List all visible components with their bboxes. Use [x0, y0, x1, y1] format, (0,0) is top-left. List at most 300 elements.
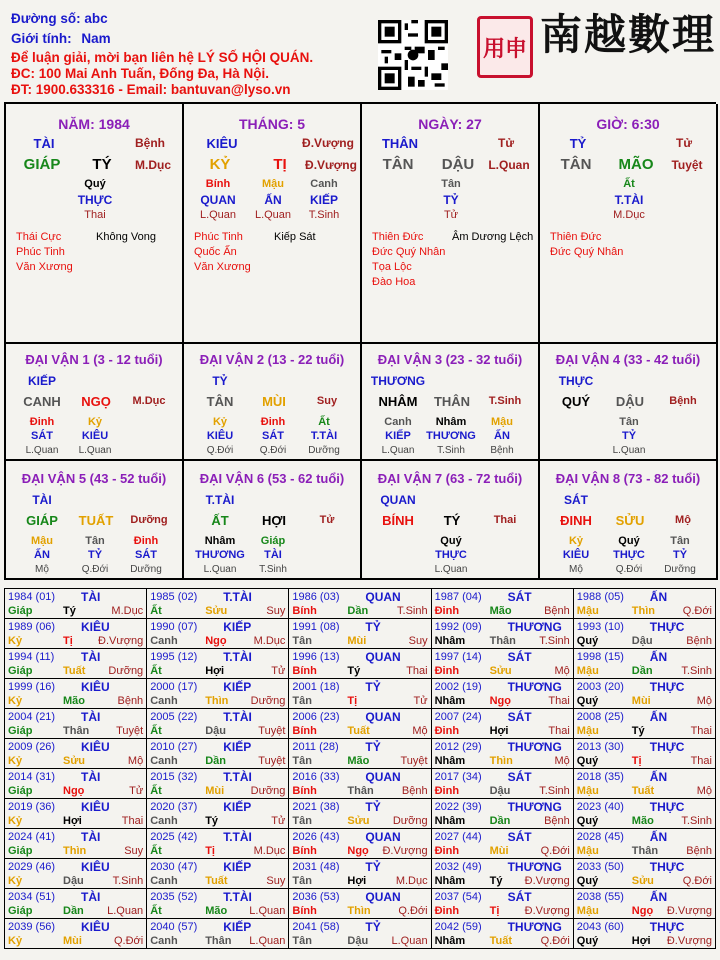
year-tt: Q.Đới — [540, 845, 570, 857]
annual-year-cell[interactable] — [432, 619, 574, 649]
year-star: TỶ — [365, 680, 381, 694]
year-star: ẤN — [649, 710, 668, 724]
dv-hidden-tt: Dưỡng — [130, 564, 162, 575]
pillar-top-tt: Đ.Vượng — [302, 136, 354, 150]
annual-year-cell[interactable] — [432, 649, 574, 679]
year-label: 2034 (51) — [8, 891, 56, 903]
dai-van-can: BÍNH — [382, 513, 414, 528]
dv-hidden-can: Ất — [318, 416, 330, 428]
annual-year-cell[interactable] — [574, 589, 716, 619]
special-star: Văn Xương — [194, 261, 251, 273]
annual-year-cell[interactable] — [289, 619, 431, 649]
dv-hidden-tt: L.Quan — [434, 564, 468, 575]
annual-year-cell[interactable] — [574, 739, 716, 769]
annual-year-cell[interactable] — [574, 679, 716, 709]
dai-van-chi: THÂN — [433, 394, 471, 409]
qr-code-icon[interactable] — [378, 20, 448, 90]
year-chi: Thân — [631, 845, 659, 857]
annual-year-cell[interactable] — [574, 619, 716, 649]
year-can: Bính — [292, 665, 317, 677]
dv-hidden-can: Kỷ — [87, 416, 103, 428]
year-can: Kỷ — [8, 875, 23, 887]
dai-van-tt: T.Sinh — [488, 395, 522, 407]
annual-year-cell[interactable] — [432, 709, 574, 739]
annual-year-cell[interactable] — [289, 679, 431, 709]
dai-van-top-star: SÁT — [564, 493, 588, 507]
gender-row — [11, 30, 111, 47]
year-tt: Đ.Vượng — [524, 905, 570, 917]
dai-van-top-star: THƯƠNG — [370, 374, 426, 388]
year-can: Bính — [292, 605, 317, 617]
year-label: 1987 (04) — [434, 591, 482, 603]
year-chi: Ngọ — [631, 905, 654, 917]
dai-van-title: ĐẠI VẬN 2 (13 - 22 tuổi) — [199, 352, 345, 367]
year-can: Bính — [292, 845, 317, 857]
pillar-title: THÁNG: 5 — [238, 116, 306, 132]
dai-van-can: CANH — [23, 394, 61, 409]
year-chi: Hợi — [205, 665, 225, 677]
annual-year-cell[interactable] — [147, 889, 289, 919]
seal-stamp — [477, 16, 533, 78]
annual-year-cell[interactable] — [289, 589, 431, 619]
year-star: THỰC — [649, 920, 685, 934]
year-star: T.TÀI — [223, 830, 252, 844]
year-can: Kỷ — [8, 935, 23, 947]
annual-year-cell[interactable] — [289, 769, 431, 799]
year-chi: Thân — [205, 935, 232, 947]
year-tt: Dưỡng — [392, 815, 428, 827]
year-chi: Thìn — [347, 905, 371, 917]
dai-van-title: ĐẠI VẬN 6 (53 - 62 tuổi) — [199, 471, 345, 486]
dai-van-title: ĐẠI VẬN 5 (43 - 52 tuổi) — [21, 471, 167, 486]
pillar-top-tt: Tử — [497, 136, 515, 150]
pillar-top-tt: Bệnh — [135, 136, 165, 150]
year-can: Quý — [576, 875, 599, 887]
annual-year-cell[interactable] — [432, 919, 574, 949]
dai-van-box[interactable] — [6, 461, 184, 580]
dv-hidden-can: Quý — [440, 535, 462, 547]
year-tt: Q.Đới — [540, 935, 570, 947]
year-chi: Dần — [489, 815, 511, 827]
pillar-can: TÂN — [382, 156, 414, 173]
year-chi: Tý — [489, 875, 503, 887]
year-star: KIÊU — [81, 860, 110, 874]
annual-year-cell[interactable] — [432, 769, 574, 799]
year-can: Giáp — [8, 605, 33, 617]
year-can: Đinh — [434, 785, 460, 797]
year-label: 2013 (30) — [576, 741, 624, 753]
year-star: TÀI — [81, 710, 101, 724]
year-label: 2028 (45) — [576, 831, 624, 843]
year-can: Mậu — [576, 785, 599, 797]
dv-hidden-god: SÁT — [135, 549, 157, 561]
year-label: 1986 (03) — [292, 591, 340, 603]
year-label: 2037 (54) — [434, 891, 482, 903]
hidden-can: Mậu — [262, 178, 284, 190]
year-chi: Sửu — [347, 815, 370, 827]
year-label: 2021 (38) — [292, 801, 340, 813]
year-star: TÀI — [81, 890, 101, 904]
dv-hidden-tt: Q.Đới — [259, 445, 287, 456]
year-star: SÁT — [507, 890, 532, 904]
annual-year-cell[interactable] — [5, 859, 147, 889]
phone-email-line: ĐT: 1900.633316 - Email: bantuvan@lyso.vn — [11, 82, 291, 97]
year-chi: Thìn — [205, 695, 229, 707]
year-chi: Dậu — [489, 785, 511, 797]
year-chi: Thìn — [631, 605, 656, 617]
year-chi: Hợi — [631, 935, 651, 947]
hidden-can: Quý — [84, 178, 106, 190]
annual-year-cell[interactable] — [574, 919, 716, 949]
year-tt: Tử — [413, 695, 428, 707]
year-label: 2039 (56) — [8, 921, 56, 933]
annual-year-cell[interactable] — [147, 679, 289, 709]
dai-van-box[interactable] — [540, 342, 718, 461]
year-tt: Dưỡng — [250, 785, 286, 797]
year-tt: Tử — [129, 785, 144, 797]
annual-year-cell[interactable] — [147, 739, 289, 769]
year-label: 2004 (21) — [8, 711, 56, 723]
year-tt: Đ.Vượng — [98, 635, 144, 647]
year-star: THƯƠNG — [507, 920, 562, 934]
year-label: 2026 (43) — [292, 831, 340, 843]
pillar-chi: TÝ — [92, 156, 112, 173]
special-star: Đức Quý Nhân — [550, 246, 624, 258]
year-star: THƯƠNG — [507, 680, 562, 694]
annual-year-cell[interactable] — [147, 769, 289, 799]
annual-year-cell[interactable] — [574, 829, 716, 859]
year-star: T.TÀI — [223, 770, 252, 784]
hidden-god: T.TÀI — [614, 193, 644, 207]
year-star: KIẾP — [223, 740, 252, 754]
dai-van-grid — [4, 342, 716, 580]
annual-year-cell[interactable] — [574, 799, 716, 829]
dai-van-chi: TUẤT — [78, 513, 114, 528]
year-can: Mậu — [576, 905, 599, 917]
year-chi: Dần — [631, 665, 653, 677]
annual-year-cell[interactable] — [147, 799, 289, 829]
four-pillars — [4, 102, 716, 344]
dai-van-box[interactable] — [184, 342, 362, 461]
year-tt: Mộ — [412, 725, 428, 737]
dai-van-top-star: THỰC — [558, 374, 594, 388]
annual-year-cell[interactable] — [432, 589, 574, 619]
annual-year-cell[interactable] — [5, 619, 147, 649]
year-star: THỰC — [649, 620, 685, 634]
year-chi: Tý — [631, 725, 645, 737]
annual-year-cell[interactable] — [432, 679, 574, 709]
hidden-tt: L.Quan — [254, 209, 292, 221]
dai-van-can: ẤT — [211, 513, 229, 528]
year-chi: Dậu — [63, 875, 84, 887]
year-chi: Mùi — [205, 785, 225, 797]
dv-hidden-tt: L.Quan — [25, 445, 59, 456]
dv-hidden-tt: Mộ — [35, 564, 49, 575]
dv-hidden-can: Nhâm — [435, 416, 467, 428]
year-star: QUAN — [365, 890, 401, 904]
dv-hidden-god: ẤN — [494, 430, 510, 442]
year-star: THƯƠNG — [507, 740, 562, 754]
annual-year-cell[interactable] — [5, 919, 147, 949]
year-can: Bính — [292, 905, 317, 917]
year-can: Kỷ — [8, 815, 23, 827]
year-tt: Dưỡng — [108, 665, 144, 677]
year-star: KIÊU — [81, 680, 110, 694]
year-can: Ất — [150, 905, 162, 917]
year-label: 2029 (46) — [8, 861, 56, 873]
pillar-box — [184, 104, 362, 344]
year-chi: Tuất — [205, 875, 228, 887]
pillar-top-star: KIÊU — [206, 136, 238, 151]
annual-year-cell[interactable] — [5, 589, 147, 619]
dai-van-chi: DẬU — [615, 394, 645, 409]
year-tt: Thai — [121, 815, 144, 827]
year-label: 2016 (33) — [292, 771, 340, 783]
annual-year-cell[interactable] — [432, 739, 574, 769]
annual-year-cell[interactable] — [147, 709, 289, 739]
annual-year-cell[interactable] — [147, 919, 289, 949]
annual-year-cell[interactable] — [147, 589, 289, 619]
annual-year-cell[interactable] — [147, 619, 289, 649]
dai-van-title: ĐẠI VẬN 3 (23 - 32 tuổi) — [377, 352, 523, 367]
dv-hidden-tt: Dưỡng — [308, 445, 340, 456]
dv-hidden-tt: T.Sinh — [259, 564, 287, 575]
dv-hidden-can: Canh — [384, 416, 412, 428]
dai-van-box[interactable] — [362, 342, 540, 461]
year-star: TÀI — [81, 590, 101, 604]
year-label: 2014 (31) — [8, 771, 56, 783]
year-chi: Thân — [489, 635, 516, 647]
dai-van-title: ĐẠI VẬN 1 (3 - 12 tuổi) — [25, 352, 163, 367]
year-star: ẤN — [649, 650, 668, 664]
year-label: 2018 (35) — [576, 771, 624, 783]
year-tt: Đ.Vượng — [666, 935, 712, 947]
year-chi: Ngọ — [489, 695, 511, 707]
pillar-top-star: THÂN — [381, 136, 419, 151]
year-label: 1998 (15) — [576, 651, 624, 663]
year-chi: Mùi — [489, 845, 509, 857]
year-label: 1997 (14) — [434, 651, 482, 663]
year-label: 2041 (58) — [292, 921, 340, 933]
dai-van-title: ĐẠI VẬN 7 (63 - 72 tuổi) — [377, 471, 523, 486]
special-star: Văn Xương — [16, 261, 73, 273]
annual-year-cell[interactable] — [432, 829, 574, 859]
special-star: Đào Hoa — [372, 276, 416, 288]
annual-year-cell[interactable] — [289, 799, 431, 829]
year-tt: Thai — [548, 695, 570, 707]
year-can: Canh — [150, 935, 178, 947]
year-label: 1991 (08) — [292, 621, 340, 633]
dai-van-tt: M.Dục — [132, 395, 166, 407]
dai-van-title: ĐẠI VẬN 8 (73 - 82 tuổi) — [555, 471, 701, 486]
dv-hidden-god: THƯƠNG — [195, 549, 245, 561]
year-can: Quý — [576, 815, 599, 827]
annual-year-cell[interactable] — [5, 739, 147, 769]
year-chi: Mùi — [347, 635, 367, 647]
logo-title: 南越數理 — [540, 10, 717, 59]
year-label: 2010 (27) — [150, 741, 198, 753]
year-chi: Thân — [63, 725, 90, 737]
year-can: Giáp — [8, 905, 33, 917]
annual-year-cell[interactable] — [289, 889, 431, 919]
gender-value: Nam — [81, 31, 111, 46]
annual-year-cell[interactable] — [5, 679, 147, 709]
dv-hidden-tt: L.Quan — [78, 445, 112, 456]
annual-year-cell[interactable] — [5, 889, 147, 919]
year-star: KIÊU — [81, 620, 110, 634]
dv-hidden-can: Tân — [85, 535, 105, 547]
annual-year-cell[interactable] — [432, 859, 574, 889]
year-star: THƯƠNG — [507, 620, 562, 634]
year-star: KIẾP — [223, 620, 252, 634]
hidden-tt: Thai — [84, 209, 106, 221]
dv-hidden-tt: L.Quan — [612, 445, 646, 456]
year-can: Canh — [150, 755, 178, 767]
pillar-chi: MÃO — [618, 156, 654, 173]
pillar-title: NĂM: 1984 — [58, 116, 130, 132]
year-star: TỶ — [365, 620, 381, 634]
dv-hidden-tt: Q.Đới — [206, 445, 234, 456]
annual-year-cell[interactable] — [5, 709, 147, 739]
year-star: TÀI — [81, 830, 101, 844]
annual-year-cell[interactable] — [289, 859, 431, 889]
year-label: 2011 (28) — [292, 741, 339, 753]
year-star: SÁT — [507, 710, 532, 724]
year-can: Nhâm — [434, 635, 466, 647]
year-star: TỶ — [365, 800, 381, 814]
hidden-god: TỶ — [443, 193, 459, 207]
year-tt: L.Quan — [249, 905, 286, 917]
year-chi: Hợi — [63, 815, 82, 827]
special-star: Thái Cực — [16, 231, 62, 243]
annual-year-cell[interactable] — [289, 739, 431, 769]
year-can: Tân — [292, 695, 312, 707]
year-star: THỰC — [649, 680, 685, 694]
annual-year-cell[interactable] — [574, 859, 716, 889]
year-label: 1994 (11) — [8, 651, 55, 663]
dv-hidden-god: SÁT — [262, 430, 284, 442]
year-star: KIẾP — [223, 860, 252, 874]
year-tt: Đ.Vượng — [382, 845, 428, 857]
hidden-tt: L.Quan — [199, 209, 237, 221]
dai-van-can: QUÝ — [561, 394, 591, 409]
year-label: 2023 (40) — [576, 801, 624, 813]
year-chi: Tuất — [63, 665, 86, 677]
year-chi: Tý — [63, 605, 76, 617]
annual-year-cell[interactable] — [5, 799, 147, 829]
dv-hidden-god: THƯƠNG — [426, 430, 476, 442]
special-star: Đức Quý Nhân — [372, 246, 446, 258]
year-can: Kỷ — [8, 755, 23, 767]
dai-van-box[interactable] — [184, 461, 362, 580]
dv-hidden-tt: Dưỡng — [664, 564, 696, 575]
annual-year-cell[interactable] — [289, 829, 431, 859]
year-chi: Ngọ — [347, 845, 369, 857]
annual-year-cell[interactable] — [432, 889, 574, 919]
year-star: KIÊU — [81, 740, 110, 754]
year-tt: Mộ — [696, 695, 712, 707]
annual-year-cell[interactable] — [5, 829, 147, 859]
dai-van-chi: NGỌ — [81, 394, 111, 409]
year-tt: Q.Đới — [113, 935, 144, 947]
special-star-right: Không Vong — [96, 231, 156, 243]
seal-text: 用申 — [482, 35, 527, 62]
dai-van-box[interactable] — [362, 461, 540, 580]
dai-van-box[interactable] — [6, 342, 184, 461]
year-star: SÁT — [507, 590, 532, 604]
year-chi: Mão — [63, 695, 85, 707]
year-can: Quý — [576, 935, 599, 947]
year-can: Giáp — [8, 665, 33, 677]
dv-hidden-god: KIÊU — [81, 430, 109, 442]
year-can: Mậu — [576, 665, 599, 677]
annual-year-cell[interactable] — [147, 649, 289, 679]
year-star: KIẾP — [223, 680, 252, 694]
year-tt: Suy — [408, 635, 428, 647]
year-star: ẤN — [649, 830, 668, 844]
dv-hidden-can: Đinh — [29, 416, 55, 428]
annual-year-cell[interactable] — [5, 769, 147, 799]
year-chi: Tị — [347, 695, 358, 707]
year-tt: M.Dục — [111, 605, 144, 617]
year-chi: Sửu — [63, 755, 86, 767]
annual-year-cell[interactable] — [147, 829, 289, 859]
year-label: 1993 (10) — [576, 621, 624, 633]
annual-year-cell[interactable] — [432, 799, 574, 829]
annual-year-cell[interactable] — [574, 889, 716, 919]
annual-year-cell[interactable] — [574, 769, 716, 799]
year-label: 2020 (37) — [150, 801, 198, 813]
year-tt: M.Dục — [253, 635, 286, 647]
pillar-box — [6, 104, 184, 344]
year-star: TỶ — [365, 740, 381, 754]
year-chi: Tuất — [347, 725, 370, 737]
annual-year-cell[interactable] — [147, 859, 289, 889]
dai-van-tt: Suy — [316, 395, 338, 407]
dv-hidden-god: THỰC — [613, 549, 645, 561]
dai-van-box[interactable] — [540, 461, 718, 580]
year-chi: Mão — [347, 755, 370, 767]
year-star: ẤN — [649, 890, 668, 904]
year-tt: Mộ — [554, 755, 570, 767]
annual-year-cell[interactable] — [289, 649, 431, 679]
annual-year-cell[interactable] — [574, 649, 716, 679]
year-chi: Tuất — [489, 935, 512, 947]
dv-hidden-can: Tân — [619, 416, 639, 428]
dv-hidden-can: Quý — [618, 535, 640, 547]
year-label: 2040 (57) — [150, 921, 198, 933]
special-star: Quốc Ấn — [194, 246, 237, 258]
year-label: 1985 (02) — [150, 591, 198, 603]
year-star: TỶ — [365, 920, 381, 934]
annual-year-cell[interactable] — [289, 709, 431, 739]
year-can: Mậu — [576, 725, 599, 737]
annual-year-cell[interactable] — [574, 709, 716, 739]
annual-year-cell[interactable] — [5, 649, 147, 679]
year-tt: Đ.Vượng — [524, 875, 570, 887]
dai-van-tt: Mộ — [675, 514, 691, 526]
year-can: Tân — [292, 755, 312, 767]
year-label: 2001 (18) — [292, 681, 340, 693]
year-can: Đinh — [434, 665, 460, 677]
annual-year-cell[interactable] — [289, 919, 431, 949]
dv-hidden-god: TỶ — [621, 430, 637, 442]
year-star: QUAN — [365, 650, 401, 664]
year-label: 1992 (09) — [434, 621, 482, 633]
year-chi: Dần — [63, 905, 84, 917]
dai-van-tt: Thai — [493, 514, 517, 526]
dv-hidden-can: Đinh — [260, 416, 286, 428]
